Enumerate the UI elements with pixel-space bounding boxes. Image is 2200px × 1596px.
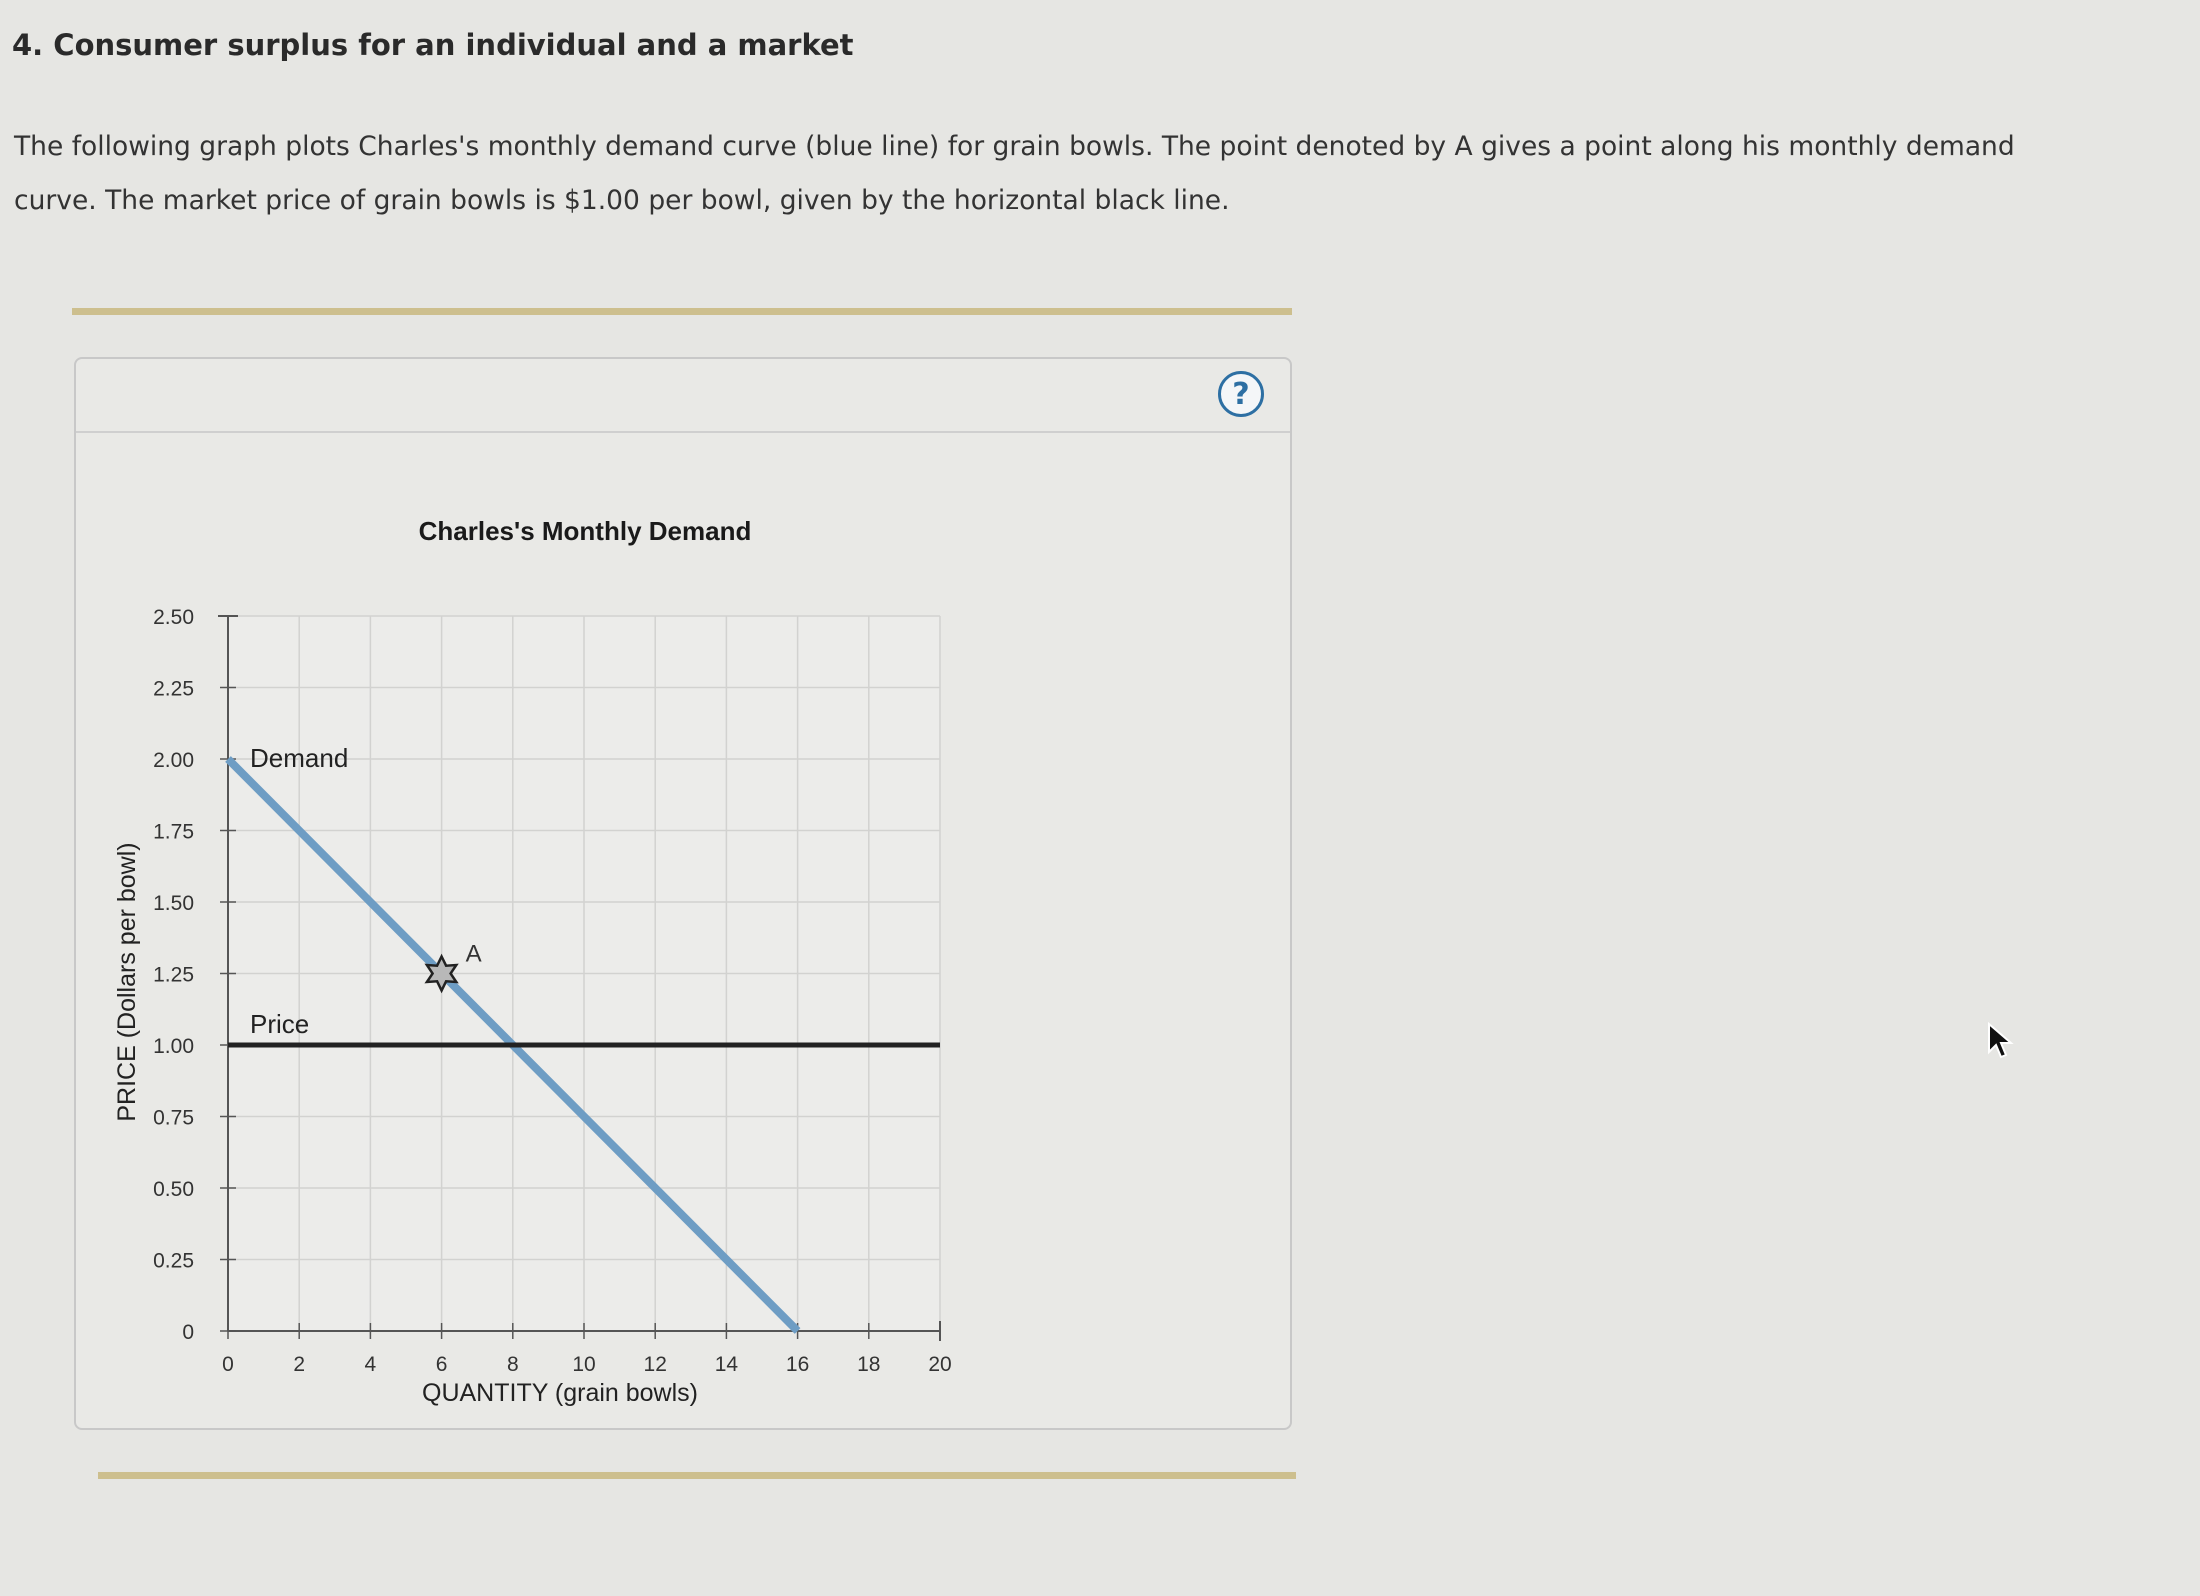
y-tick-label: 2.25 [153, 677, 194, 701]
y-axis-label: PRICE (Dollars per bowl) [113, 842, 141, 1122]
y-tick-label: 2.00 [153, 749, 194, 772]
x-tick-label: 20 [928, 1353, 952, 1376]
question-heading: 4. Consumer surplus for an individual and a market [12, 28, 854, 62]
y-tick-label: 1.75 [153, 820, 194, 844]
x-tick-label: 10 [572, 1353, 596, 1376]
demand-label: Demand [250, 743, 349, 773]
y-tick-label: 1.50 [153, 892, 194, 915]
x-tick-label: 12 [643, 1353, 667, 1376]
x-tick-label: 18 [857, 1353, 881, 1376]
x-tick-label: 16 [785, 1353, 810, 1376]
x-tick-label: 8 [506, 1353, 519, 1376]
y-tick-label: 1.00 [153, 1035, 194, 1058]
chart-title: Charles's Monthly Demand [418, 516, 752, 546]
chart-grid [228, 616, 940, 1331]
bottom-divider [98, 1472, 1296, 1479]
y-tick-label: 1.25 [153, 963, 194, 987]
y-tick-label: 2.50 [153, 606, 194, 629]
x-axis-label: QUANTITY (grain bowls) [422, 1379, 698, 1407]
x-tick-label: 4 [364, 1353, 377, 1376]
price-label: Price [250, 1009, 310, 1039]
y-tick-label: 0.25 [153, 1249, 194, 1273]
y-tick-label: 0.50 [153, 1178, 194, 1201]
question-intro: The following graph plots Charles's monthly demand curve (blue line) for grain bowls. The point denoted by A gives a point along his monthly demand curve. The market price of grain bowls is $1.00 per bowl, given by the horizontal black line. [14, 131, 2015, 216]
y-tick-label: 0.75 [153, 1106, 194, 1130]
x-tick-label: 14 [714, 1353, 739, 1376]
mouse-cursor-icon [1985, 1022, 2015, 1062]
x-tick-label: 0 [222, 1353, 234, 1376]
x-tick-label: 2 [293, 1353, 306, 1376]
point-a-label: A [465, 940, 482, 968]
y-tick-label: 0 [182, 1321, 194, 1344]
help-icon[interactable]: ? [1218, 371, 1264, 417]
x-tick-label: 6 [435, 1353, 448, 1376]
